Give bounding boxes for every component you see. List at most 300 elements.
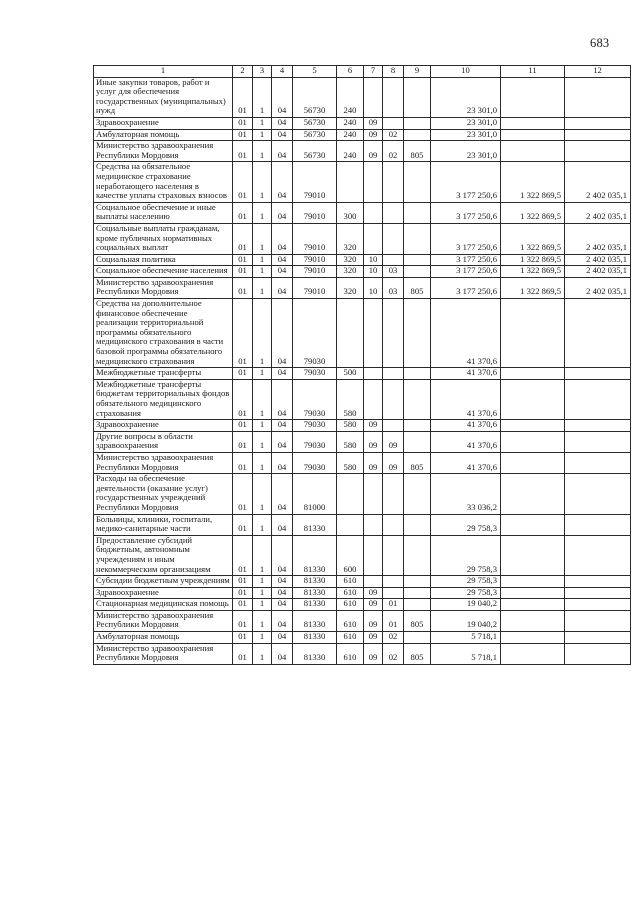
cell-section: 09 (364, 431, 383, 452)
cell-target-code: 79010 (293, 162, 337, 202)
cell-section: 09 (364, 452, 383, 473)
table-row (94, 431, 631, 452)
cell-amount-col11: 1 322 869,5 (501, 223, 565, 254)
cell-ministry-code: 805 (404, 141, 431, 162)
cell-amount-col11 (501, 368, 565, 380)
cell-ministry-code (404, 266, 431, 278)
cell-amount-col12 (565, 379, 631, 419)
cell-amount-col12 (565, 452, 631, 473)
table-row (94, 254, 631, 266)
cell-section (364, 368, 383, 380)
cell-target-code: 81330 (293, 576, 337, 588)
cell-ministry-code (404, 299, 431, 368)
table-row (94, 77, 631, 117)
cell-code-3: 1 (253, 117, 272, 129)
cell-expense-type: 320 (337, 254, 364, 266)
cell-amount-col11 (501, 632, 565, 644)
cell-code-2: 01 (233, 266, 253, 278)
cell-code-4: 04 (272, 452, 293, 473)
cell-target-code: 79010 (293, 254, 337, 266)
cell-amount-col12: 2 402 035,1 (565, 277, 631, 298)
table-row (94, 452, 631, 473)
cell-amount-col10: 29 758,3 (431, 576, 501, 588)
cell-amount-col10: 23 301,0 (431, 117, 501, 129)
cell-amount-col11 (501, 587, 565, 599)
cell-expense-type: 610 (337, 632, 364, 644)
cell-subsection: 01 (383, 599, 404, 611)
cell-amount-col12 (565, 587, 631, 599)
cell-expense-type: 610 (337, 643, 364, 664)
cell-amount-col12: 2 402 035,1 (565, 162, 631, 202)
cell-ministry-code (404, 535, 431, 575)
cell-expense-type: 240 (337, 141, 364, 162)
cell-code-2: 01 (233, 129, 253, 141)
cell-code-4: 04 (272, 266, 293, 278)
cell-code-4: 04 (272, 431, 293, 452)
cell-code-2: 01 (233, 117, 253, 129)
table-row (94, 514, 631, 535)
row-name: Социальная политика (94, 254, 233, 266)
cell-code-2: 01 (233, 632, 253, 644)
cell-subsection (383, 162, 404, 202)
cell-expense-type: 320 (337, 266, 364, 278)
row-name: Средства на дополнительное финансовое обеспечение реализации территориальной программы обязательного медицинского страхования в части базовой программы обязательного медицинского страхования (94, 299, 233, 368)
cell-amount-col11 (501, 420, 565, 432)
cell-expense-type (337, 514, 364, 535)
header-cell: 2 (233, 66, 253, 78)
header-cell: 3 (253, 66, 272, 78)
cell-amount-col11 (501, 141, 565, 162)
cell-code-4: 04 (272, 223, 293, 254)
cell-ministry-code (404, 514, 431, 535)
row-name: Министерство здравоохранения Республики Мордовия (94, 141, 233, 162)
cell-code-4: 04 (272, 514, 293, 535)
cell-section: 09 (364, 117, 383, 129)
cell-amount-col10: 41 370,6 (431, 431, 501, 452)
cell-code-3: 1 (253, 452, 272, 473)
cell-ministry-code (404, 587, 431, 599)
cell-subsection: 02 (383, 643, 404, 664)
cell-section: 10 (364, 266, 383, 278)
cell-code-2: 01 (233, 535, 253, 575)
cell-amount-col11: 1 322 869,5 (501, 162, 565, 202)
cell-amount-col10: 41 370,6 (431, 299, 501, 368)
cell-expense-type: 300 (337, 202, 364, 223)
cell-ministry-code (404, 117, 431, 129)
cell-ministry-code (404, 632, 431, 644)
cell-code-4: 04 (272, 632, 293, 644)
cell-code-4: 04 (272, 599, 293, 611)
cell-code-3: 1 (253, 514, 272, 535)
cell-amount-col10: 3 177 250,6 (431, 266, 501, 278)
row-name: Стационарная медицинская помощь (94, 599, 233, 611)
table-row (94, 141, 631, 162)
cell-expense-type: 240 (337, 77, 364, 117)
cell-subsection (383, 379, 404, 419)
cell-code-3: 1 (253, 277, 272, 298)
table-row (94, 632, 631, 644)
cell-amount-col12 (565, 299, 631, 368)
cell-ministry-code (404, 368, 431, 380)
cell-amount-col11 (501, 299, 565, 368)
cell-section: 10 (364, 254, 383, 266)
cell-amount-col12 (565, 141, 631, 162)
cell-subsection (383, 117, 404, 129)
cell-amount-col10: 23 301,0 (431, 141, 501, 162)
cell-section: 09 (364, 632, 383, 644)
cell-ministry-code (404, 420, 431, 432)
cell-code-4: 04 (272, 299, 293, 368)
cell-amount-col12 (565, 368, 631, 380)
cell-expense-type: 600 (337, 535, 364, 575)
cell-code-3: 1 (253, 129, 272, 141)
cell-target-code: 79030 (293, 420, 337, 432)
cell-amount-col10: 41 370,6 (431, 420, 501, 432)
table-row (94, 474, 631, 514)
table-row (94, 643, 631, 664)
row-name: Здравоохранение (94, 117, 233, 129)
cell-code-2: 01 (233, 599, 253, 611)
cell-section (364, 202, 383, 223)
row-name: Социальное обеспечение населения (94, 266, 233, 278)
cell-amount-col12 (565, 77, 631, 117)
cell-target-code: 56730 (293, 117, 337, 129)
cell-amount-col10: 41 370,6 (431, 452, 501, 473)
cell-amount-col12 (565, 632, 631, 644)
cell-amount-col10: 3 177 250,6 (431, 277, 501, 298)
cell-code-2: 01 (233, 277, 253, 298)
cell-target-code: 79030 (293, 299, 337, 368)
row-name: Другие вопросы в области здравоохранения (94, 431, 233, 452)
cell-amount-col10: 23 301,0 (431, 129, 501, 141)
cell-code-3: 1 (253, 368, 272, 380)
cell-ministry-code (404, 474, 431, 514)
cell-code-3: 1 (253, 254, 272, 266)
cell-section: 09 (364, 587, 383, 599)
cell-subsection: 02 (383, 141, 404, 162)
cell-subsection (383, 587, 404, 599)
cell-code-3: 1 (253, 643, 272, 664)
cell-amount-col10: 19 040,2 (431, 610, 501, 631)
cell-section (364, 299, 383, 368)
cell-expense-type: 610 (337, 576, 364, 588)
cell-code-2: 01 (233, 576, 253, 588)
cell-amount-col12 (565, 610, 631, 631)
table-row (94, 266, 631, 278)
cell-code-3: 1 (253, 162, 272, 202)
cell-amount-col11: 1 322 869,5 (501, 202, 565, 223)
cell-amount-col12: 2 402 035,1 (565, 223, 631, 254)
table-row (94, 162, 631, 202)
cell-expense-type: 320 (337, 223, 364, 254)
header-cell: 8 (383, 66, 404, 78)
cell-amount-col11 (501, 535, 565, 575)
cell-code-2: 01 (233, 587, 253, 599)
cell-section (364, 162, 383, 202)
cell-ministry-code: 805 (404, 277, 431, 298)
header-cell: 6 (337, 66, 364, 78)
cell-amount-col12 (565, 431, 631, 452)
cell-amount-col12 (565, 514, 631, 535)
cell-target-code: 81330 (293, 514, 337, 535)
cell-code-3: 1 (253, 141, 272, 162)
cell-amount-col11 (501, 610, 565, 631)
cell-code-4: 04 (272, 202, 293, 223)
cell-code-4: 04 (272, 254, 293, 266)
cell-code-2: 01 (233, 379, 253, 419)
cell-code-4: 04 (272, 576, 293, 588)
cell-code-2: 01 (233, 514, 253, 535)
row-name: Средства на обязательное медицинское страхование неработающего населения в качестве уплаты страховых взносов (94, 162, 233, 202)
cell-amount-col12 (565, 535, 631, 575)
cell-target-code: 79010 (293, 277, 337, 298)
cell-section: 09 (364, 141, 383, 162)
cell-target-code: 81330 (293, 643, 337, 664)
cell-expense-type: 580 (337, 379, 364, 419)
cell-code-2: 01 (233, 420, 253, 432)
cell-expense-type: 240 (337, 129, 364, 141)
cell-section: 09 (364, 610, 383, 631)
cell-code-4: 04 (272, 643, 293, 664)
cell-code-3: 1 (253, 420, 272, 432)
cell-code-3: 1 (253, 431, 272, 452)
row-name: Здравоохранение (94, 420, 233, 432)
cell-code-4: 04 (272, 535, 293, 575)
table-row (94, 129, 631, 141)
row-name: Предоставление субсидий бюджетным, автономным учреждениям и иным некоммерческим организациям (94, 535, 233, 575)
cell-amount-col12 (565, 643, 631, 664)
cell-code-3: 1 (253, 610, 272, 631)
cell-code-2: 01 (233, 474, 253, 514)
cell-amount-col12: 2 402 035,1 (565, 202, 631, 223)
cell-section (364, 474, 383, 514)
cell-amount-col10: 23 301,0 (431, 77, 501, 117)
cell-expense-type (337, 474, 364, 514)
cell-code-4: 04 (272, 277, 293, 298)
table-row (94, 576, 631, 588)
cell-section (364, 223, 383, 254)
cell-subsection (383, 576, 404, 588)
cell-code-2: 01 (233, 162, 253, 202)
cell-target-code: 81000 (293, 474, 337, 514)
cell-target-code: 79030 (293, 452, 337, 473)
cell-expense-type (337, 162, 364, 202)
cell-amount-col11 (501, 117, 565, 129)
cell-subsection: 03 (383, 266, 404, 278)
cell-code-4: 04 (272, 117, 293, 129)
cell-code-3: 1 (253, 223, 272, 254)
cell-ministry-code: 805 (404, 643, 431, 664)
cell-expense-type: 580 (337, 452, 364, 473)
table-row (94, 587, 631, 599)
cell-code-3: 1 (253, 599, 272, 611)
cell-expense-type (337, 299, 364, 368)
table-row (94, 117, 631, 129)
row-name: Министерство здравоохранения Республики Мордовия (94, 452, 233, 473)
cell-expense-type: 320 (337, 277, 364, 298)
row-name: Иные закупки товаров, работ и услуг для обеспечения государственных (муниципальных) нужд (94, 77, 233, 117)
cell-code-4: 04 (272, 610, 293, 631)
cell-subsection: 03 (383, 277, 404, 298)
cell-subsection (383, 254, 404, 266)
cell-amount-col11: 1 322 869,5 (501, 266, 565, 278)
cell-subsection (383, 299, 404, 368)
cell-section: 09 (364, 129, 383, 141)
cell-target-code: 81330 (293, 599, 337, 611)
table-row (94, 277, 631, 298)
cell-section (364, 535, 383, 575)
cell-amount-col10: 29 758,3 (431, 514, 501, 535)
table-row (94, 223, 631, 254)
cell-target-code: 56730 (293, 77, 337, 117)
cell-code-3: 1 (253, 587, 272, 599)
cell-amount-col12 (565, 129, 631, 141)
cell-target-code: 81330 (293, 535, 337, 575)
row-name: Амбулаторная помощь (94, 632, 233, 644)
header-cell: 5 (293, 66, 337, 78)
row-name: Здравоохранение (94, 587, 233, 599)
cell-amount-col11 (501, 431, 565, 452)
cell-amount-col10: 29 758,3 (431, 587, 501, 599)
row-name: Министерство здравоохранения Республики Мордовия (94, 643, 233, 664)
cell-ministry-code (404, 379, 431, 419)
cell-subsection (383, 535, 404, 575)
cell-code-3: 1 (253, 202, 272, 223)
cell-section (364, 576, 383, 588)
cell-code-2: 01 (233, 254, 253, 266)
cell-code-3: 1 (253, 576, 272, 588)
cell-amount-col11 (501, 379, 565, 419)
cell-expense-type: 240 (337, 117, 364, 129)
cell-target-code: 81330 (293, 632, 337, 644)
cell-amount-col10: 33 036,2 (431, 474, 501, 514)
cell-amount-col12 (565, 117, 631, 129)
cell-code-3: 1 (253, 535, 272, 575)
header-cell: 10 (431, 66, 501, 78)
cell-subsection: 02 (383, 129, 404, 141)
cell-code-2: 01 (233, 610, 253, 631)
cell-target-code: 79030 (293, 379, 337, 419)
cell-target-code: 79010 (293, 223, 337, 254)
cell-expense-type: 610 (337, 610, 364, 631)
cell-ministry-code (404, 576, 431, 588)
cell-ministry-code (404, 162, 431, 202)
row-name: Социальные выплаты гражданам, кроме публичных нормативных социальных выплат (94, 223, 233, 254)
cell-amount-col12 (565, 599, 631, 611)
cell-code-2: 01 (233, 368, 253, 380)
cell-amount-col11 (501, 514, 565, 535)
cell-code-2: 01 (233, 431, 253, 452)
cell-ministry-code: 805 (404, 452, 431, 473)
row-name: Расходы на обеспечение деятельности (оказание услуг) государственных учреждений Республики Мордовия (94, 474, 233, 514)
cell-amount-col10: 3 177 250,6 (431, 202, 501, 223)
cell-code-2: 01 (233, 299, 253, 368)
cell-target-code: 79010 (293, 202, 337, 223)
cell-code-3: 1 (253, 299, 272, 368)
cell-code-3: 1 (253, 77, 272, 117)
cell-ministry-code (404, 129, 431, 141)
cell-amount-col11 (501, 452, 565, 473)
cell-code-4: 04 (272, 77, 293, 117)
cell-target-code: 79010 (293, 266, 337, 278)
cell-expense-type: 610 (337, 599, 364, 611)
cell-amount-col12 (565, 576, 631, 588)
cell-amount-col10: 3 177 250,6 (431, 254, 501, 266)
header-cell: 4 (272, 66, 293, 78)
cell-code-2: 01 (233, 77, 253, 117)
cell-subsection: 01 (383, 610, 404, 631)
cell-amount-col11: 1 322 869,5 (501, 277, 565, 298)
cell-subsection (383, 77, 404, 117)
cell-code-4: 04 (272, 141, 293, 162)
cell-target-code: 81330 (293, 587, 337, 599)
cell-subsection (383, 368, 404, 380)
cell-ministry-code (404, 431, 431, 452)
cell-section: 10 (364, 277, 383, 298)
table-row (94, 420, 631, 432)
cell-amount-col10: 19 040,2 (431, 599, 501, 611)
cell-code-3: 1 (253, 632, 272, 644)
cell-code-4: 04 (272, 474, 293, 514)
cell-subsection: 02 (383, 632, 404, 644)
cell-amount-col11: 1 322 869,5 (501, 254, 565, 266)
table-row (94, 379, 631, 419)
cell-amount-col10: 41 370,6 (431, 379, 501, 419)
header-cell: 9 (404, 66, 431, 78)
cell-code-3: 1 (253, 379, 272, 419)
cell-ministry-code (404, 254, 431, 266)
cell-code-2: 01 (233, 202, 253, 223)
table-row (94, 368, 631, 380)
cell-code-2: 01 (233, 452, 253, 473)
cell-amount-col12 (565, 474, 631, 514)
cell-target-code: 81330 (293, 610, 337, 631)
cell-section: 09 (364, 599, 383, 611)
table-header-row (94, 66, 631, 78)
cell-ministry-code (404, 599, 431, 611)
cell-subsection: 09 (383, 431, 404, 452)
cell-subsection (383, 474, 404, 514)
cell-code-3: 1 (253, 474, 272, 514)
cell-expense-type: 610 (337, 587, 364, 599)
cell-subsection (383, 202, 404, 223)
cell-amount-col10: 5 718,1 (431, 643, 501, 664)
cell-subsection (383, 514, 404, 535)
cell-expense-type: 580 (337, 431, 364, 452)
header-cell: 7 (364, 66, 383, 78)
cell-section (364, 77, 383, 117)
cell-code-4: 04 (272, 129, 293, 141)
row-name: Министерство здравоохранения Республики Мордовия (94, 610, 233, 631)
cell-amount-col11 (501, 576, 565, 588)
header-cell: 12 (565, 66, 631, 78)
cell-target-code: 56730 (293, 141, 337, 162)
table-row (94, 202, 631, 223)
cell-amount-col10: 5 718,1 (431, 632, 501, 644)
row-name: Амбулаторная помощь (94, 129, 233, 141)
cell-code-2: 01 (233, 223, 253, 254)
cell-code-3: 1 (253, 266, 272, 278)
cell-amount-col12: 2 402 035,1 (565, 254, 631, 266)
cell-amount-col10: 41 370,6 (431, 368, 501, 380)
cell-section: 09 (364, 420, 383, 432)
cell-amount-col11 (501, 474, 565, 514)
header-cell: 11 (501, 66, 565, 78)
table-row (94, 535, 631, 575)
cell-code-4: 04 (272, 379, 293, 419)
budget-table (93, 65, 631, 665)
cell-amount-col11 (501, 77, 565, 117)
